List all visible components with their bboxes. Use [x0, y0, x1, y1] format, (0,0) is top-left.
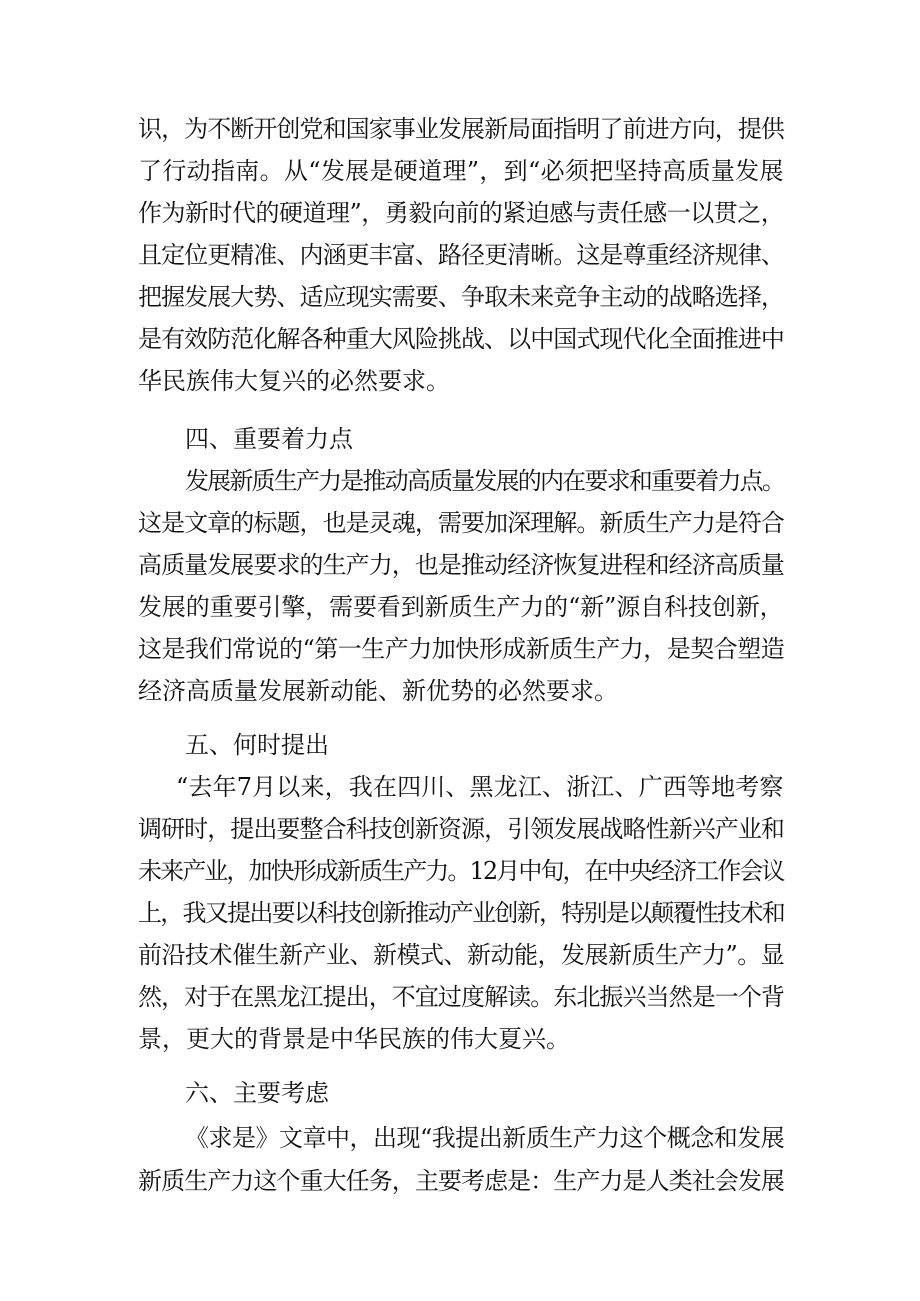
body-text-line: 景，更大的背景是中华民族的伟大夏兴。 — [138, 1025, 570, 1053]
body-text-line: 发展的重要引擎，需要看到新质生产力的“新”源自科技创新， — [138, 593, 784, 621]
body-text-line: 上，我又提出要以科技创新推动产业创新，特别是以颠覆性技术和 — [138, 899, 784, 927]
body-text-line: 前沿技术催生新产业、新模式、新动能，发展新质生产力”。显 — [138, 941, 785, 969]
body-text-line: 经济高质量发展新动能、新优势的必然要求。 — [138, 677, 618, 705]
body-text-line: 且定位更精准、内涵更丰富、路径更清晰。这是尊重经济规律、 — [138, 241, 784, 269]
body-text-line: 然，对于在黑龙江提出，不宜过度解读。东北振兴当然是一个背 — [138, 983, 784, 1011]
body-text-line: 华民族伟大复兴的必然要求。 — [138, 367, 450, 395]
body-text-line: 作为新时代的硬道理”，勇毅向前的紧迫感与责任感一以贯之， — [138, 199, 785, 227]
section-heading: 五、何时提出 — [185, 731, 329, 759]
body-text-line: 发展新质生产力是推动高质量发展的内在要求和重要着力点。 — [185, 467, 784, 495]
body-text-line: 是有效防范化解各种重大风险挑战、以中国式现代化全面推进中 — [138, 325, 784, 353]
body-text-line: 《求是》文章中，出现“我提出新质生产力这个概念和发展 — [185, 1124, 785, 1152]
section-heading: 六、主要考虑 — [185, 1079, 329, 1107]
body-text-line: 未来产业，加快形成新质生产力。12月中旬，在中央经济工作会议 — [138, 857, 784, 885]
body-text-line: 了行动指南。从“发展是硬道理”，到“必须把坚持高质量发展 — [138, 157, 784, 185]
body-text-line: 调研时，提出要整合科技创新资源，引领发展战略性新兴产业和 — [138, 815, 784, 843]
body-text-line: 这是文章的标题，也是灵魂，需要加深理解。新质生产力是符合 — [138, 509, 784, 537]
body-text-line: 把握发展大势、适应现实需要、争取未来竞争主动的战略选择， — [138, 283, 784, 311]
body-text-line: 识，为不断开创党和国家事业发展新局面指明了前进方向，提供 — [138, 115, 784, 143]
body-text-line: 这是我们常说的“第一生产力加快形成新质生产力，是契合塑造 — [138, 635, 785, 663]
body-text-line: 新质生产力这个重大任务，主要考虑是：生产力是人类社会发展 — [138, 1167, 784, 1195]
body-text-line: “去年7月以来，我在四川、黑龙江、浙江、广西等地考察 — [176, 773, 784, 801]
body-text-line: 高质量发展要求的生产力，也是推动经济恢复进程和经济高质量 — [138, 551, 784, 579]
section-heading: 四、重要着力点 — [185, 425, 353, 453]
